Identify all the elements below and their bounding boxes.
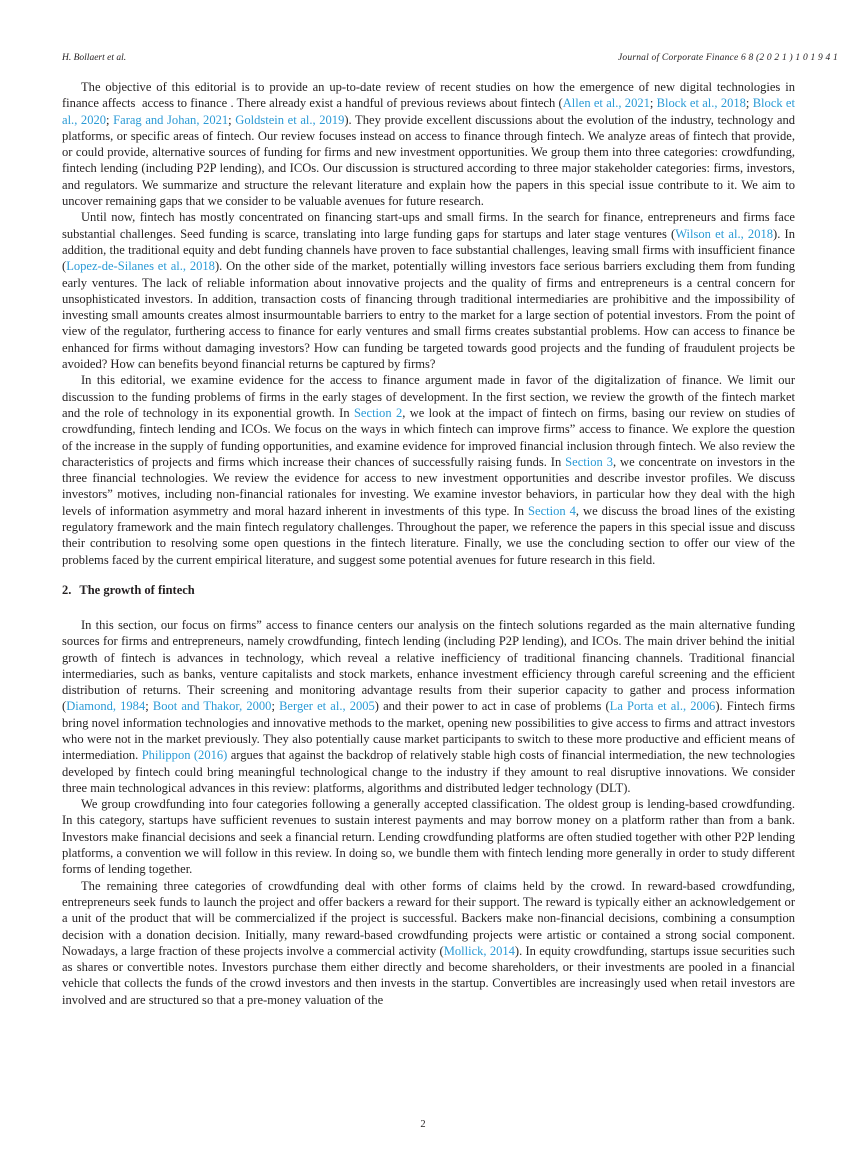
section-heading: [62, 582, 795, 598]
paragraph: [62, 79, 795, 209]
paragraph: [62, 209, 795, 372]
citation-link[interactable]: Section 2: [353, 405, 403, 420]
paragraph-text: Until now, fintech has mostly concentrated on financing start-ups and small firms. In the search for finance, entrepreneurs and firms face substantial challenges. Seed funding is scarce, translating into large funding gaps for startups and later stage ventures (: [62, 210, 795, 241]
paragraph-text: , we look at the impact of fintech on firms, basing our review on studies of crowdfunding, fintech lending and ICOs. We focus on the ways in which fintech can improve firms” access to finance. We explore the question of the increase in the supply of funding opportunities, and examine evidence for improved financial inclusion through fintech. We also review the characteristics of projects and firms which increase their chances of successfully raising funds. In: [62, 405, 796, 469]
citation-link[interactable]: Allen et al., 2021: [562, 96, 650, 111]
paragraph-text: , we concentrate on investors in the three financial technologies. We review the evidence for access to new investment opportunities and describe investor profiles. We discuss investors” motives, including non-financial rationales for investing. We examine investor behaviors, in particular how they deal with the high levels of information asymmetry and moral hazard inherent in investments of this type. In: [62, 454, 796, 518]
introduction-paragraphs: [62, 79, 795, 568]
page-number: 2: [420, 1119, 426, 1130]
citation-link[interactable]: Philippon (2016): [141, 748, 228, 763]
paragraph-text: ;: [745, 96, 753, 111]
citation-link[interactable]: Mollick, 2014: [443, 943, 515, 958]
paragraph-text: ). On the other side of the market, potentially willing investors face serious barriers excluding them from funding early ventures. The lack of reliable information about innovative projects and the quality of firms and entrepreneurs is a central concern for unsophisticated investors. In addition, transaction costs of financing through traditional intermediaries are prohibitive and the impossibility of investing small amounts creates almost insurmountable barriers to entry to the market for a large section of potential investors. From the point of view of the regulator, furthering access to finance for early ventures and small firms creates substantial problems. How can access to finance be enhanced for firms without damaging investors? How can funding be targeted towards good projects and the funding of fraudulent projects be avoided? How can benefits beyond financial returns be captured by firms?: [62, 259, 795, 372]
citation-link[interactable]: La Porta et al., 2006: [609, 699, 716, 714]
running-header-authors: H. Bollaert et al.: [62, 53, 127, 63]
citation-link[interactable]: Section 3: [565, 454, 613, 469]
paragraph-text: ;: [271, 699, 280, 714]
paragraph: [62, 372, 795, 568]
citation-link[interactable]: Diamond, 1984: [66, 699, 146, 714]
paragraph-text: The remaining three categories of crowdfunding deal with other forms of claims held by the crowd. In reward-based crowdfunding, entrepreneurs seek funds to launch the project and offer backers a reward for their support. The reward is typically either an acknowledgement or a unit of the product that will be commercialized if the project is successful. Backers make non-financial decisions, combining a consumption decision with a donation decision. Initially, many reward-based crowdfunding projects were artistic or contained a strong social component. Nowadays, a large fraction of these projects involve a commercial activity (: [62, 878, 795, 958]
citation-link[interactable]: Section 4: [528, 503, 576, 518]
paragraph-text: ). In equity crowdfunding, startups issue securities such as shares or convertible notes. Investors purchase them either directly and become shareholders, or their investments are pooled in a financial vehicle that collects the funds of the crowd investors and then invests in the startup. Convertibles are increasingly used when retail investors are involved and are structured so that a pre-money valuation of the: [62, 943, 795, 1007]
paragraph-text: ). They provide excellent discussions about the evolution of the industry, technology and platforms, or specific areas of fintech. Our review focuses instead on access to finance through fintech. We analyze areas of fintech that provide, or could provide, alternative sources of funding for firms and new investment opportunities. We group them into three categories: crowdfunding, fintech lending (including P2P lending), and ICOs. Our discussion is structured according to three major stakeholder categories: firms, investors, and regulators. We summarize and structure the relevant literature and explain how the papers in this special issue contribute to it. We aim to uncover remaining gaps that we consider to be valuable avenues for future research.: [62, 112, 795, 209]
paragraph-text: ). In addition, the traditional equity and debt funding channels have proven to face substantial challenges, leaving small firms with insufficient finance (: [62, 226, 795, 274]
paragraph-text: In this section, our focus on firms” access to finance centers our analysis on the fintech solutions regarded as the main alternative funding sources for firms and entrepreneurs, namely crowdfunding, fintech lending (including P2P lending), and ICOs. The main driver behind the initial growth of fintech is advances in technology, which reveal a relative inefficiency of traditional financing channels. Traditional financial intermediaries, such as banks, venture capitalists and stock markets, enhance investment efficiency through careful screening and the efficient distribution of returns. Their screening and monitoring advantage results from their superior capacity to gather and process information (: [62, 617, 795, 714]
citation-link[interactable]: Wilson et al., 2018: [675, 226, 774, 241]
paragraph-text: We group crowdfunding into four categories following a generally accepted classification. The oldest group is lending-based crowdfunding. In this category, startups have sufficient revenues to sustain interest payments and may borrow money on a platform rather than from a bank. Investors make financial decisions and seek a financial return. Lending crowdfunding platforms are often studied together with other P2P lending platforms, a convention we will follow in this review. In doing so, we bundle them with fintech lending more generally in order to study different forms of lending together.: [62, 797, 795, 877]
paragraph: [62, 617, 795, 796]
citation-link[interactable]: Farag and Johan, 2021: [113, 112, 229, 127]
paragraph-text: ;: [228, 112, 236, 127]
citation-link[interactable]: Boot and Thakor, 2000: [152, 699, 272, 714]
section-title: The growth of fintech: [79, 582, 195, 597]
paragraph-text: ;: [145, 699, 153, 714]
paragraph-text: The objective of this editorial is to provide an up-to-date review of recent studies on how the emergence of new digital technologies in finance affects access to finance . There already exist a handful of previous reviews about fintech (: [62, 80, 795, 111]
citation-link[interactable]: Lopez-de-Silanes et al., 2018: [66, 259, 215, 274]
paragraph: [62, 878, 795, 1008]
paragraph-text: In this editorial, we examine evidence for the access to finance argument made in favor of the digitalization of finance. We limit our discussion to the funding problems of firms in the early stages of development. In the first section, we review the growth of the fintech market and the role of technology in its exponential growth. In: [62, 373, 795, 420]
paragraph-text: ). Fintech firms bring novel information technologies and innovative methods to the market, opening new possibilities to give access to firms and attract investors who were not in the market previously. They also potentially cause market participants to switch to these more productive and efficient means of intermediation.: [62, 699, 795, 763]
citation-link[interactable]: Block et al., 2020: [62, 96, 795, 127]
paragraph: [62, 796, 795, 877]
article-body: [62, 79, 795, 1008]
paragraph-text: ;: [649, 96, 657, 111]
paragraph-text: , we discuss the broad lines of the existing regulatory framework and the main fintech regulatory challenges. Throughout the paper, we reference the papers in this special issue and discuss their contribution to resolving some open questions in the fintech literature. Finally, we use the concluding section to offer our view of the problems faced by the current empirical literature, and suggest some potential avenues for future research in this field.: [62, 503, 795, 567]
citation-link[interactable]: Block et al., 2018: [656, 96, 746, 111]
running-header-journal: Journal of Corporate Finance 6 8 (2 0 2 1 ) 1 0 1 9 4 1: [618, 53, 838, 63]
citation-link[interactable]: Goldstein et al., 2019: [235, 112, 345, 127]
section-number: 2.: [62, 582, 72, 597]
paragraph-text: argues that against the backdrop of relatively stable high costs of financial intermediation, the new technologies developed by fintech could bring meaningful technological change to the industry if they amount to real disruptive innovations. We consider three main technological advances in this review: platforms, algorithms and distributed ledger technology (DLT).: [62, 748, 796, 795]
paragraph-text: ;: [106, 112, 114, 127]
paragraph-text: ) and their power to act in case of problems (: [374, 699, 610, 714]
section-2-paragraphs: [62, 617, 795, 1008]
citation-link[interactable]: Berger et al., 2005: [279, 699, 375, 714]
